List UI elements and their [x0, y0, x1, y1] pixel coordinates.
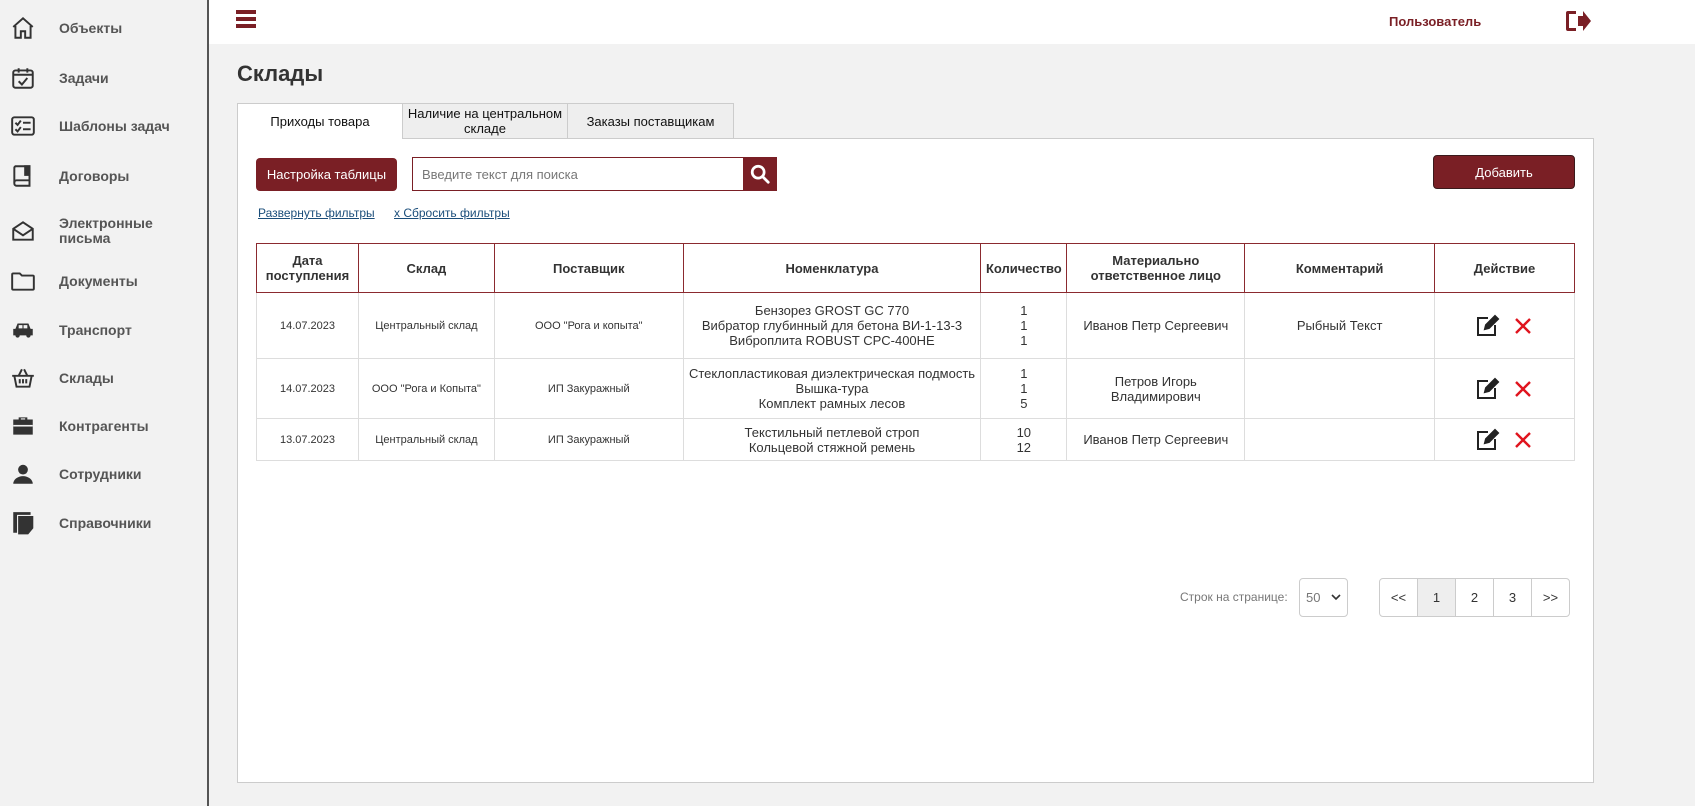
briefcase-icon [10, 413, 36, 439]
page-button-2[interactable]: 2 [1455, 578, 1494, 617]
sidebar-item-warehouses[interactable] [0, 358, 207, 398]
delete-icon[interactable] [1510, 376, 1536, 402]
page-title: Склады [237, 61, 324, 86]
table-row[interactable] [257, 359, 1575, 419]
nomenclature-item: Вышка-тура [795, 381, 869, 396]
column-header-supplier[interactable]: Поставщик [494, 244, 683, 293]
sidebar-item-employees[interactable] [0, 454, 207, 494]
nomenclature-item: Бензорез GROST GC 770 [754, 303, 910, 318]
chevron-down-icon [1331, 592, 1341, 602]
sidebar-item-label: Объекты [59, 19, 123, 36]
cell-warehouse: Центральный склад [358, 293, 494, 359]
quantity-value: 1 [1020, 381, 1028, 396]
cell-actions [1435, 419, 1575, 461]
sidebar-item-label: Задачи [59, 69, 109, 86]
nomenclature-item: Вибратор глубинный для бетона ВИ-1-13-3 [701, 318, 963, 333]
receipts-table [256, 243, 1575, 461]
cell-date: 14.07.2023 [257, 293, 359, 359]
quantity-value: 12 [1016, 439, 1032, 455]
cell-quantity [981, 359, 1067, 419]
quantity-value: 1 [1020, 333, 1028, 348]
home-icon [10, 15, 36, 41]
nomenclature-item: Виброплита ROBUST CPC-400HE [729, 333, 935, 348]
quantity-value: 1 [1020, 366, 1028, 381]
cell-date: 14.07.2023 [257, 359, 359, 419]
cell-quantity [981, 419, 1067, 461]
sidebar-item-label: Склады [59, 369, 114, 386]
tab-central-stock[interactable]: Наличие на центральном складе [402, 103, 568, 138]
rows-per-page-select[interactable] [1299, 578, 1348, 617]
cell-comment: Рыбный Текст [1245, 293, 1435, 359]
sidebar-item-documents[interactable] [0, 261, 207, 301]
column-header-action: Действие [1435, 244, 1575, 293]
cell-responsible: Иванов Петр Сергеевич [1067, 419, 1245, 461]
quantity-value: 1 [1020, 303, 1028, 318]
cell-responsible: Петров Игорь Владимирович [1067, 359, 1245, 419]
sidebar-item-label: Электронные письма [59, 215, 153, 246]
user-menu[interactable]: Пользователь [1389, 14, 1482, 29]
column-header-nomenclature[interactable]: Номенклатура [683, 244, 981, 293]
cell-warehouse: ООО "Рога и Копыта" [358, 359, 494, 419]
sidebar-item-emails[interactable] [0, 211, 207, 251]
column-header-date[interactable]: Дата поступления [257, 244, 359, 293]
sidebar-item-label: Шаблоны задач [59, 117, 170, 134]
sidebar [0, 0, 209, 806]
calendar-check-icon [10, 65, 36, 91]
reset-filters-link[interactable]: x Сбросить фильтры [394, 206, 510, 220]
hamburger-menu-icon[interactable] [236, 10, 256, 32]
column-header-responsible[interactable]: Материально ответственное лицо [1067, 244, 1245, 293]
tab-supplier-orders[interactable]: Заказы поставщикам [567, 103, 734, 138]
sidebar-item-label: Договоры [59, 167, 130, 184]
table-settings-button[interactable]: Настройка таблицы [256, 158, 397, 191]
quantity-value: 10 [1016, 424, 1032, 440]
sidebar-item-counterparties[interactable] [0, 406, 207, 446]
sidebar-item-task-templates[interactable] [0, 106, 207, 146]
cell-warehouse: Центральный склад [358, 419, 494, 461]
tab-goods-receipts[interactable]: Приходы товара [237, 103, 403, 139]
basket-icon [10, 365, 36, 391]
nomenclature-item: Стеклопластиковая диэлектрическая подмость [688, 366, 976, 381]
cell-comment [1245, 359, 1435, 419]
search-input[interactable] [412, 157, 744, 191]
cell-nomenclature [683, 293, 981, 359]
cell-comment [1245, 419, 1435, 461]
page-button-3[interactable]: 3 [1493, 578, 1532, 617]
cell-supplier: ИП Закуражный [494, 359, 683, 419]
cell-supplier: ООО "Рога и копыта" [494, 293, 683, 359]
sidebar-item-label: Документы [59, 272, 138, 289]
page-first-button[interactable]: << [1379, 578, 1418, 617]
quantity-value: 1 [1020, 318, 1028, 333]
sidebar-item-label: Сотрудники [59, 465, 142, 482]
cell-nomenclature [683, 359, 981, 419]
cell-supplier: ИП Закуражный [494, 419, 683, 461]
folder-icon [10, 268, 36, 294]
column-header-warehouse[interactable]: Склад [358, 244, 494, 293]
column-header-comment[interactable]: Комментарий [1245, 244, 1435, 293]
nomenclature-item: Комплект рамных лесов [758, 396, 906, 411]
table-header-row [257, 244, 1575, 293]
envelope-icon [10, 218, 36, 244]
delete-icon[interactable] [1510, 427, 1536, 453]
cell-quantity [981, 293, 1067, 359]
cell-actions [1435, 359, 1575, 419]
sidebar-item-contracts[interactable] [0, 156, 207, 196]
table-row[interactable] [257, 293, 1575, 359]
column-header-quantity[interactable]: Количество [981, 244, 1067, 293]
sidebar-item-tasks[interactable] [0, 58, 207, 98]
sidebar-item-directories[interactable] [0, 503, 207, 543]
expand-filters-link[interactable]: Развернуть фильтры [258, 206, 375, 220]
rows-per-page-value: 50 [1306, 590, 1321, 605]
checklist-icon [10, 113, 36, 139]
page-last-button[interactable]: >> [1531, 578, 1570, 617]
car-icon [10, 317, 36, 343]
pagination [1379, 578, 1570, 617]
page-button-1[interactable]: 1 [1417, 578, 1456, 617]
edit-icon[interactable] [1474, 376, 1500, 402]
notes-icon [10, 510, 36, 536]
sidebar-item-objects[interactable] [0, 8, 207, 48]
logout-icon[interactable] [1564, 9, 1592, 33]
nomenclature-item: Текстильный петлевой строп [744, 424, 920, 440]
table-row[interactable] [257, 419, 1575, 461]
sidebar-item-label: Транспорт [59, 321, 132, 338]
edit-icon[interactable] [1474, 313, 1500, 339]
rows-per-page-label: Строк на странице: [1180, 590, 1288, 604]
edit-icon[interactable] [1474, 427, 1500, 453]
delete-icon[interactable] [1510, 313, 1536, 339]
search-button[interactable] [743, 157, 777, 191]
add-button[interactable]: Добавить [1433, 155, 1575, 189]
search-icon [749, 163, 771, 185]
cell-responsible: Иванов Петр Сергеевич [1067, 293, 1245, 359]
sidebar-item-transport[interactable] [0, 310, 207, 350]
cell-date: 13.07.2023 [257, 419, 359, 461]
book-icon [10, 163, 36, 189]
sidebar-item-label: Справочники [59, 514, 152, 531]
top-bar [209, 0, 1695, 44]
cell-nomenclature [683, 419, 981, 461]
sidebar-item-label: Контрагенты [59, 417, 149, 434]
cell-actions [1435, 293, 1575, 359]
quantity-value: 5 [1020, 396, 1028, 411]
nomenclature-item: Кольцевой стяжной ремень [748, 439, 916, 455]
user-icon [10, 461, 36, 487]
